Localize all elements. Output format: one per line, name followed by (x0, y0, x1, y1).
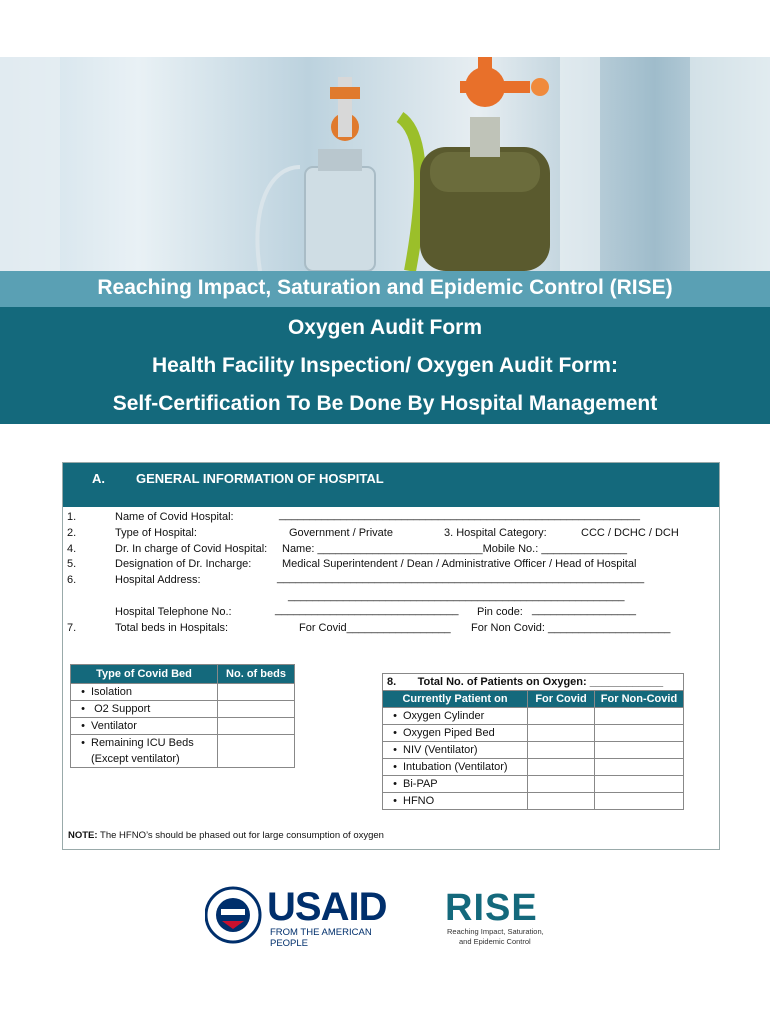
table-row: • Oxygen Piped Bed (383, 725, 684, 742)
row-num: 5. (67, 558, 77, 570)
covid-count-cell[interactable] (528, 776, 595, 793)
field-label-total-beds: Total beds in Hospitals: (115, 622, 229, 634)
covid-count-cell[interactable] (528, 725, 595, 742)
table-row: • Ventilator (71, 718, 295, 735)
row-num: 7. (67, 622, 77, 634)
field-telephone[interactable]: ______________________________ (275, 604, 459, 616)
oxygen-mode: Bi-PAP (403, 778, 438, 790)
field-hospital-type[interactable]: Government / Private (289, 527, 393, 539)
non-covid-count-cell[interactable] (595, 708, 684, 725)
column-header: Currently Patient on (383, 691, 528, 708)
bed-type: Remaining ICU Beds (91, 737, 194, 749)
field-address[interactable]: ____________________________________________________________ (277, 572, 645, 584)
non-covid-count-cell[interactable] (595, 793, 684, 810)
table-row: • Intubation (Ventilator) (383, 759, 684, 776)
field-hospital-category[interactable]: CCC / DCHC / DCH (581, 527, 679, 539)
field-designation[interactable]: Medical Superintendent / Dean / Administrative Officer / Head of Hospital (282, 558, 637, 570)
bed-count-cell[interactable] (218, 718, 295, 735)
table-row: • Bi-PAP (383, 776, 684, 793)
bed-type: Ventilator (91, 720, 137, 732)
row-num: 4. (67, 543, 77, 555)
rise-tagline-2: and Epidemic Control (459, 937, 531, 946)
field-pincode[interactable]: _________________ (532, 604, 637, 616)
table-row: • NIV (Ventilator) (383, 742, 684, 759)
bed-type: Isolation (91, 686, 132, 698)
program-title: Reaching Impact, Saturation and Epidemic Control (RISE) (97, 276, 673, 299)
field-label-hospital-category: 3. Hospital Category: (444, 527, 547, 539)
row-num: 6. (67, 574, 77, 586)
field-label-designation: Designation of Dr. Incharge: (115, 558, 252, 570)
bed-type-note: (Except ventilator) (91, 753, 180, 765)
column-header: Type of Covid Bed (71, 665, 218, 684)
bed-count-cell[interactable] (218, 701, 295, 718)
row-num: 1. (67, 511, 77, 523)
field-dr-incharge[interactable]: Name: ___________________________Mobile No.: ______________ (282, 543, 627, 555)
column-header: No. of beds (218, 665, 295, 684)
field-label-telephone: Hospital Telephone No.: (115, 606, 232, 618)
field-label-hospital-type: Type of Hospital: (115, 527, 197, 539)
table-row: • HFNO (383, 793, 684, 810)
non-covid-count-cell[interactable] (595, 725, 684, 742)
form-title: Oxygen Audit Form (287, 316, 483, 339)
covid-count-cell[interactable] (528, 759, 595, 776)
non-covid-count-cell[interactable] (595, 742, 684, 759)
rise-wordmark: RISE (445, 887, 538, 929)
covid-count-cell[interactable] (528, 708, 595, 725)
field-address-line-2[interactable]: _______________________________________________________ (288, 590, 625, 602)
audit-form (62, 462, 720, 850)
oxygen-mode: NIV (Ventilator) (403, 744, 478, 756)
rise-tagline-1: Reaching Impact, Saturation, (447, 927, 544, 936)
covid-count-cell[interactable] (528, 793, 595, 810)
table-row: • Oxygen Cylinder (383, 708, 684, 725)
non-covid-count-cell[interactable] (595, 776, 684, 793)
column-header: For Covid (528, 691, 595, 708)
row-num: 8. (387, 676, 397, 688)
table-row: • O2 Support (71, 701, 295, 718)
field-beds-non-covid[interactable]: For Non Covid: ____________________ (471, 622, 671, 634)
oxygen-mode: Oxygen Piped Bed (403, 727, 495, 739)
field-label-dr-incharge: Dr. In charge of Covid Hospital: (115, 543, 268, 555)
bed-count-cell[interactable] (218, 735, 295, 768)
field-label-hospital-name: Name of Covid Hospital: (115, 511, 234, 523)
non-covid-count-cell[interactable] (595, 759, 684, 776)
field-label-address: Hospital Address: (115, 574, 201, 586)
section-title: GENERAL INFORMATION OF HOSPITAL (136, 471, 384, 486)
bed-count-cell[interactable] (218, 684, 295, 701)
covid-count-cell[interactable] (528, 742, 595, 759)
field-label-pincode: Pin code: (477, 606, 523, 618)
row-num: 2. (67, 527, 77, 539)
form-subtitle: Health Facility Inspection/ Oxygen Audit Form: (152, 354, 618, 377)
note-label: NOTE: (68, 830, 98, 841)
field-hospital-name[interactable]: ___________________________________________________________ (279, 509, 640, 521)
usaid-tagline: FROM THE AMERICAN PEOPLE (270, 927, 372, 949)
form-subtitle-2: Self-Certification To Be Done By Hospital Management (112, 392, 658, 415)
hero-photo-oxygen-equipment (0, 57, 770, 271)
field-beds-covid[interactable]: For Covid_________________ (299, 622, 451, 634)
bed-type: O2 Support (94, 703, 151, 715)
note-text: The HFNO’s should be phased out for large consumption of oxygen (100, 830, 384, 841)
table-row: • Remaining ICU Beds (Except ventilator) (71, 735, 295, 768)
oxygen-mode: HFNO (403, 795, 435, 807)
covid-bed-table (70, 664, 295, 768)
note (68, 830, 384, 841)
section-a-header (63, 463, 719, 507)
oxygen-mode: Intubation (Ventilator) (403, 761, 508, 773)
oxygen-patients-table (382, 673, 684, 810)
table-row: • Isolation (71, 684, 295, 701)
usaid-wordmark: USAID (267, 885, 387, 929)
rise-logo (445, 887, 555, 947)
oxygen-table-title: Total No. of Patients on Oxygen: ____________ (417, 676, 664, 688)
column-header: For Non-Covid (595, 691, 684, 708)
oxygen-mode: Oxygen Cylinder (403, 710, 485, 722)
usaid-logo (205, 885, 405, 949)
section-letter: A. (92, 471, 105, 486)
